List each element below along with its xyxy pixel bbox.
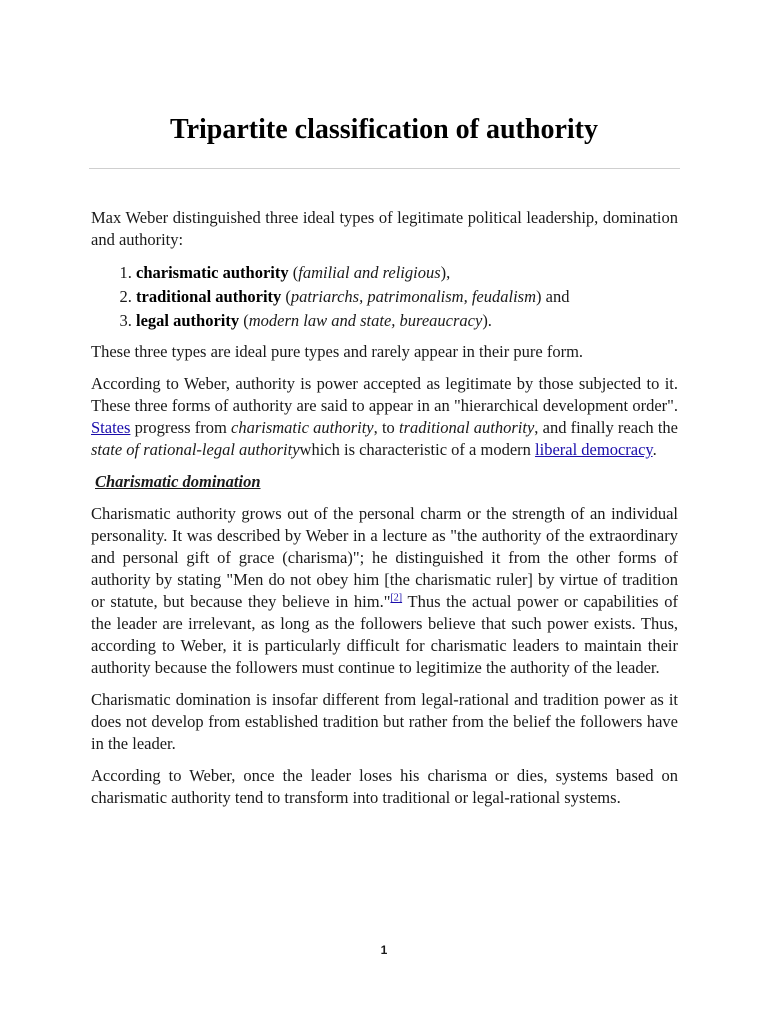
charismatic-paragraph-3: According to Weber, once the leader loses his charisma or dies, systems based on charismatic authority tend to transform into traditional or legal-rational systems. [91,766,678,807]
page-number: 1 [380,943,388,957]
document-body [91,207,678,819]
pure-types-paragraph: These three types are ideal pure types and rarely appear in their pure form. [91,342,584,361]
weber-authority-paragraph: According to Weber, authority is power accepted as legitimate by those subjected to it. These three forms of authority are said to appear in an "hierarchical development order". States progress from charismatic authority, to traditional authority, and finally reach the state of rational-legal authoritywhich is characteristic of a modern liberal democracy. [91,374,678,459]
states-link[interactable]: States [91,418,131,437]
charismatic-paragraph-1: Charismatic authority grows out of the personal charm or the strength of an individual personality. It was described by Weber in a lecture as "the authority of the extraordinary and personal gift of grace (charisma)"; he distinguished it from the other forms of authority by stating "Men do not obey him [the charismatic ruler] by virtue of tradition or statute, but because they believe in him."[2] Thus the actual power or capabilities of the leader are irrelevant, as long as the followers believe that such power exists. Thus, according to Weber, it is particularly difficult for charismatic leaders to maintain their authority because the followers must continue to legitimize the authority of the leader. [91,504,678,677]
authority-types-list [91,261,678,333]
charismatic-paragraph-2: Charismatic domination is insofar different from legal-rational and tradition power as it does not develop from established tradition but rather from the belief the followers have in the leader. [91,690,678,753]
page-title: Tripartite classification of authority [170,113,598,145]
section-heading: Charismatic domination [95,472,261,491]
title-divider [89,168,680,169]
intro-paragraph: Max Weber distinguished three ideal types of legitimate political leadership, domination and authority: [91,208,678,249]
liberal-democracy-link[interactable]: liberal democracy [535,440,653,459]
reference-link[interactable]: [2] [390,592,403,604]
list-item: 3. legal authority (modern law and state, bureaucracy). [136,309,678,333]
list-item: 1. charismatic authority (familial and religious), [136,261,678,285]
list-item: 2. traditional authority (patriarchs, patrimonalism, feudalism) and [136,285,678,309]
